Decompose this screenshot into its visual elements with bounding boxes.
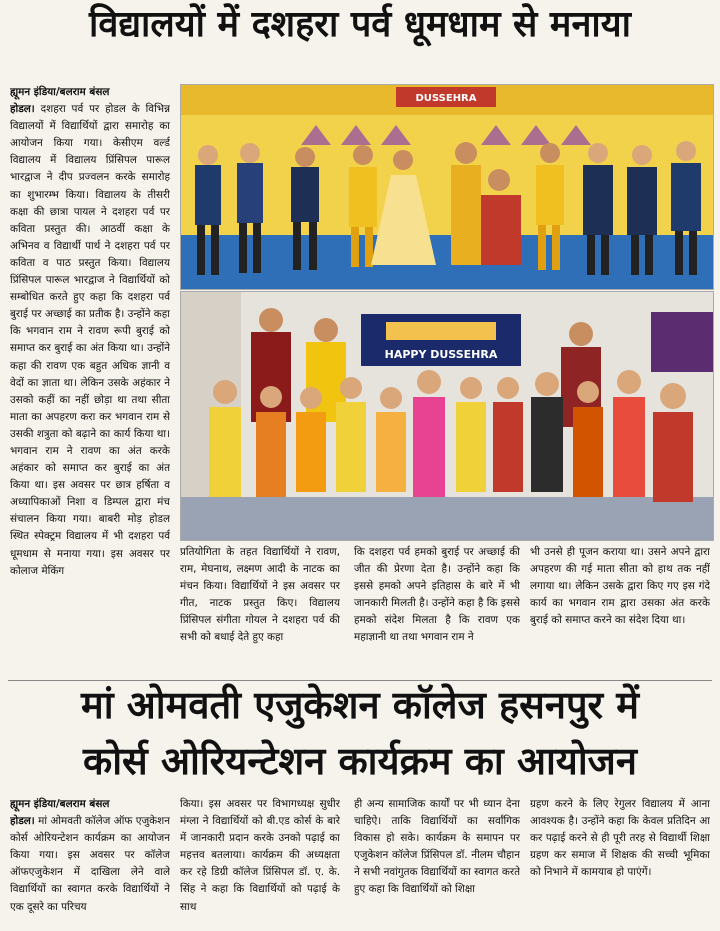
story2-col2-text: किया। इस अवसर पर विभागध्यक्ष सुधीर मंग्ला ने विद्यार्थियों को बी.एड कोर्स के बारे में जानकारी प्रदान करके उनको पढ़ाई का महत्तव बतलाया। कार्यक्रम की अध्यक्षता कर रहे डिग्री कॉलेज प्रिंसिपल डॉ. ए. के. सिंह ने कहा कि विद्यार्थियों को पढ़ाई के साथ (180, 798, 340, 913)
photo2-banner: HAPPY DUSSEHRA (384, 348, 498, 361)
story1-column-3 (354, 544, 520, 674)
photo-stage-performance (180, 84, 714, 290)
story2-dateline: होडल। (10, 815, 35, 828)
story2-column-1 (10, 796, 170, 928)
photo-group-costumes-image (181, 292, 713, 540)
story2-column-2 (180, 796, 340, 928)
story1-col1-text: दशहरा पर्व पर होडल के विभिन्न विद्यालयों में विद्यार्थियों द्वारा समारोह का आयोजन किया गया। केसीएम वर्ल्ड विद्यालय में विद्यालय प्रिंसिपल पारूल भारद्वाज ने दीप प्रज्वलन करके समारोह का शुभारम्भ किया। विद्यालय के तीसरी कक्षा की छात्रा पायल ने दशहरा पर्व पर कविता प्रस्तुत की। आठवीं कक्षा के अभिनव व विद्यार्थी पार्थ ने दशहरा पर्व पर कविता व पाठ प्रस्तुत किया। विद्यालय प्रिंसिपल पारूल भारद्वाज ने विद्यार्थियों को सम्बोधित करते हुए कहा कि दशहरा पर्व बुराई पर अच्छाई का प्रतीक है। उन्होंने कहा कि भगवान राम ने रावण रूपी बुराई को समाप्त कर बुराई का अंत किया था। उन्होंने कहा की रावण एक बहुत अधिक ज्ञानी व वेदों का ज्ञाता था। लेकिन उसके अहंकार ने उसको कहीं का नहीं छोड़ा था तथा सीता माता का अपहरण करा कर भगवान राम से उसकी शत्रुता को बढ़ाने का कार्य किया था। भगवान राम ने रावण का अंत करके अहंकार को समाप्त कर बुराई का अंत किया था। इस अवसर पर छात्र हर्षिता व अध्यापिकाओं निशा व डिम्पल द्वारा मंच संचालन किया गया। बाबरी मोड़ होडल स्थित स्पेक्ट्रम विद्यालय में भी दशहरा पर्व धूमधाम से मनाया गया। इस अवसर पर कोलाज मेकिंग (10, 103, 170, 577)
photo-group-costumes (180, 291, 714, 541)
story1-column-4 (530, 544, 710, 674)
story1-column-1 (10, 84, 170, 674)
story2-col4-text: ग्रहण करने के लिए रेगुलर विद्यालय में आना आवश्यक है। उन्होंने कहा कि केवल प्रतिदिन आ कर पढ़ाई करने से ही पूरी तरह से विद्यार्थी शिक्षा ग्रहण कर समाज में शिक्षक की सच्ची भूमिका को निभाने में कामयाब हो पाएंगें। (530, 798, 710, 879)
story1-byline: ह्यूमन इंडिया/बलराम बंसल (10, 86, 110, 98)
story2-column-3 (354, 796, 520, 928)
section-divider (8, 680, 712, 681)
photo-stage-performance-image (181, 85, 713, 289)
story1-dateline: होडल। (10, 103, 35, 116)
story2-byline: ह्यूमन इंडिया/बलराम बंसल (10, 798, 110, 810)
story1-headline: विद्यालयों में दशहरा पर्व धूमधाम से मनाया (89, 4, 631, 45)
story2-column-4 (530, 796, 710, 928)
story2-headline-line2: कोर्स ओरियन्टेशन कार्यक्रम का आयोजन (83, 739, 637, 783)
story1-col2-text: प्रतियोगिता के तहत विद्यार्थियों ने रावण, राम, मेघनाथ, लक्ष्मण आदी के नाटक का मंचन किया। विद्यार्थियों ने इस अवसर पर गीत, नाटक प्रस्तुत किए। विद्यालय प्रिंसिपल संगीता गोयल ने दशहरा पर्व की सभी को बधाई देते हुए कहा (180, 546, 340, 644)
photo1-banner: DUSSEHRA (415, 93, 477, 104)
story1-col4-text: भी उनसे ही पूजन कराया था। उसने अपने द्वारा अपहरण की गई माता सीता को हाथ तक नहीं लगाया था। लेकिन उसके द्वारा किए गए इस गंदे कार्य का भगवान राम द्वारा उसका अंत करके बुराई को समाप्त करने का संदेश दिया था। (530, 546, 710, 627)
story2-col1-text: मां ओमवती कॉलेज ऑफ एजुकेशन कोर्स ओरियन्टेशन कार्यक्रम का आयोजन किया गया। इस अवसर पर कॉलेज ऑफएजुकेशन में दाखिला लेने वाले विद्यार्थियों का स्वागत करके विद्यार्थियों ने एक दूसरे का परिचय (10, 815, 170, 913)
story2-col3-text: ही अन्य सामाजिक कार्यों पर भी ध्यान देना चाहिऐ। ताकि विद्यार्थियों का सर्वांगिक विकास हो सके। कार्यक्रम के समापन पर एजुकेशन कॉलेज प्रिंसिपल डॉ. नीलम चौहान ने सभी नवांगुतक विद्यार्थियों का स्वागत करते हुए कहा कि विद्यार्थियों को शिक्षा (354, 798, 520, 896)
story1-col3-text: कि दशहरा पर्व हमको बुराई पर अच्छाई की जीत की प्रेरणा देता है। उन्होंने कहा कि इससे हमको अपने इतिहास के बारे में भी जानकारी मिलती है। उन्होंने कहा है कि इससे हमको संदेश मिलता है कि रावण एक महाज्ञानी था तथा भगवान राम ने (354, 546, 520, 644)
story1-column-2 (180, 544, 340, 674)
story2-headline-line1: मां ओमवती एजुकेशन कॉलेज हसनपुर में (80, 683, 640, 727)
